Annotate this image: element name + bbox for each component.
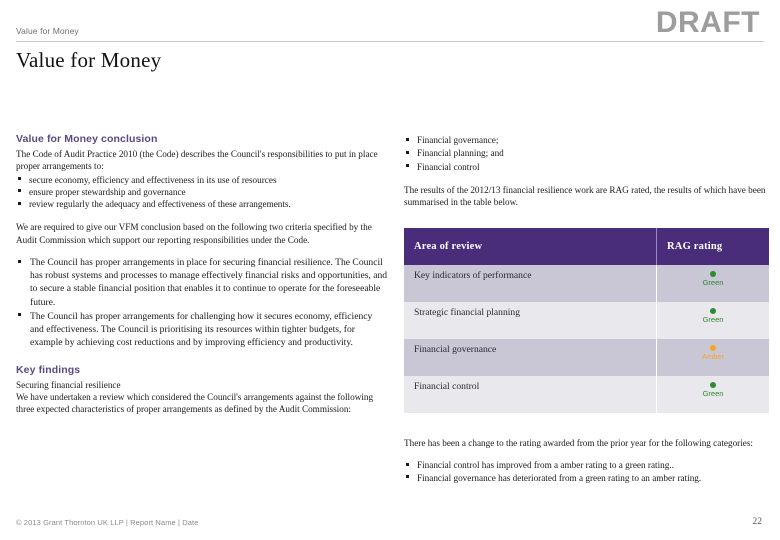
table-row — [404, 339, 769, 376]
table-body — [404, 265, 769, 413]
table-row — [404, 265, 769, 302]
slide-header — [0, 0, 780, 46]
code-intro-text: The Code of Audit Practice 2010 (the Code) describes the Council's responsibilities to put in place proper arrangements to: — [16, 149, 378, 172]
bullet-marker-icon — [18, 202, 21, 205]
rag-intro-text: The results of the 2012/13 financial resilience work are RAG rated, the results of which have been summarised in the table below. — [404, 184, 766, 208]
bullet-marker-icon — [406, 138, 409, 141]
criteria-bullet-list — [16, 256, 388, 349]
list-item — [404, 161, 776, 173]
list-item-label: Financial planning; and — [417, 148, 504, 159]
list-item — [404, 459, 776, 471]
bullet-marker-icon — [406, 475, 409, 478]
page-number: 22 — [752, 517, 762, 527]
cell-area-of-review: Financial control — [404, 376, 657, 413]
bullet-marker-icon — [18, 177, 21, 180]
bullet-marker-icon — [406, 151, 409, 154]
footer-copyright: © 2013 Grant Thornton UK LLP | Report Name | Date — [16, 518, 199, 527]
list-item-label: The Council has proper arrangements for challenging how it secures economy, efficiency and effectiveness. The Council is prioritising its resources within tighter budgets, for example by achieving cost reductions and by improving efficiency and productivity. — [30, 310, 373, 349]
code-bullet-list — [16, 174, 388, 211]
key-findings-subheading: Securing financial resilience — [16, 379, 121, 390]
change-intro-text: There has been a change to the rating awarded from the prior year for the following categories: — [404, 438, 753, 448]
table-row — [404, 302, 769, 339]
rag-dot-icon — [710, 308, 716, 314]
list-item — [16, 310, 388, 350]
right-column — [404, 133, 776, 208]
table-header — [404, 228, 769, 265]
rag-dot-icon — [710, 271, 716, 277]
cell-area-of-review: Strategic financial planning — [404, 302, 657, 339]
list-item — [16, 198, 388, 210]
criteria-intro-text: We are required to give our VFM conclusion based on the following two criteria specified by the Audit Commission which support our reporting responsibilities under the Code. — [16, 222, 372, 245]
left-column — [16, 133, 388, 415]
cell-rag-rating — [657, 302, 770, 339]
cell-rag-rating — [657, 376, 770, 413]
draft-watermark: DRAFT — [655, 6, 760, 39]
list-item-label: review regularly the adequacy and effectiveness of these arrangements. — [29, 199, 291, 210]
table-row — [404, 376, 769, 413]
section-heading-key-findings: Key findings — [16, 363, 81, 376]
bullet-marker-icon — [406, 463, 409, 466]
cell-area-of-review: Key indicators of performance — [404, 265, 657, 302]
list-item-label: Financial control has improved from a amber rating to a green rating.. — [417, 460, 674, 471]
header-divider — [16, 41, 764, 42]
cell-rag-rating — [657, 265, 770, 302]
table-header-row — [404, 228, 769, 265]
rag-rating-label: Green — [702, 315, 724, 324]
rating-changes-block — [404, 437, 776, 484]
column-header-area-of-review: Area of review — [404, 228, 657, 265]
list-item-label: Financial governance; — [417, 135, 499, 145]
column-header-rag-rating: RAG rating — [657, 228, 770, 265]
list-item-label: The Council has proper arrangements in place for securing financial resilience. The Council has robust systems and processes to manage effectively financial risks and opportunities, and to secure a stable financial position that enables it to continue to operate for the foreseeable future. — [30, 257, 388, 308]
rag-dot-icon — [710, 382, 716, 388]
bullet-marker-icon — [406, 164, 409, 167]
list-item — [404, 147, 776, 159]
characteristics-bullet-list — [404, 134, 776, 173]
rag-rating-label: Amber — [701, 352, 725, 361]
bullet-marker-icon — [18, 260, 21, 263]
rag-dot-icon — [710, 345, 716, 351]
bullet-marker-icon — [18, 313, 21, 316]
list-item — [16, 186, 388, 198]
list-item-label: ensure proper stewardship and governance — [29, 186, 186, 197]
rag-rating-label: Green — [702, 389, 724, 398]
list-item — [404, 472, 776, 484]
list-item-label: Financial control — [417, 161, 480, 172]
list-item-label: Financial governance has deteriorated from a green rating to an amber rating. — [417, 472, 702, 483]
list-item — [16, 256, 388, 309]
list-item — [16, 174, 388, 186]
list-item-label: secure economy, efficiency and effectiveness in its use of resources — [29, 174, 277, 185]
bullet-marker-icon — [18, 189, 21, 192]
change-bullet-list — [404, 459, 776, 484]
section-heading-conclusion: Value for Money conclusion — [16, 133, 158, 145]
list-item — [404, 134, 776, 146]
breadcrumb: Value for Money — [16, 26, 79, 36]
rag-rating-label: Green — [702, 278, 724, 287]
cell-area-of-review: Financial governance — [404, 339, 657, 376]
key-findings-body: We have undertaken a review which considered the Council's arrangements against the following three expected characteristics of proper arrangements as defined by the Audit Commission: — [16, 391, 374, 415]
rag-rating-table — [404, 228, 769, 413]
cell-rag-rating — [657, 339, 770, 376]
page-title: Value for Money — [16, 48, 162, 72]
